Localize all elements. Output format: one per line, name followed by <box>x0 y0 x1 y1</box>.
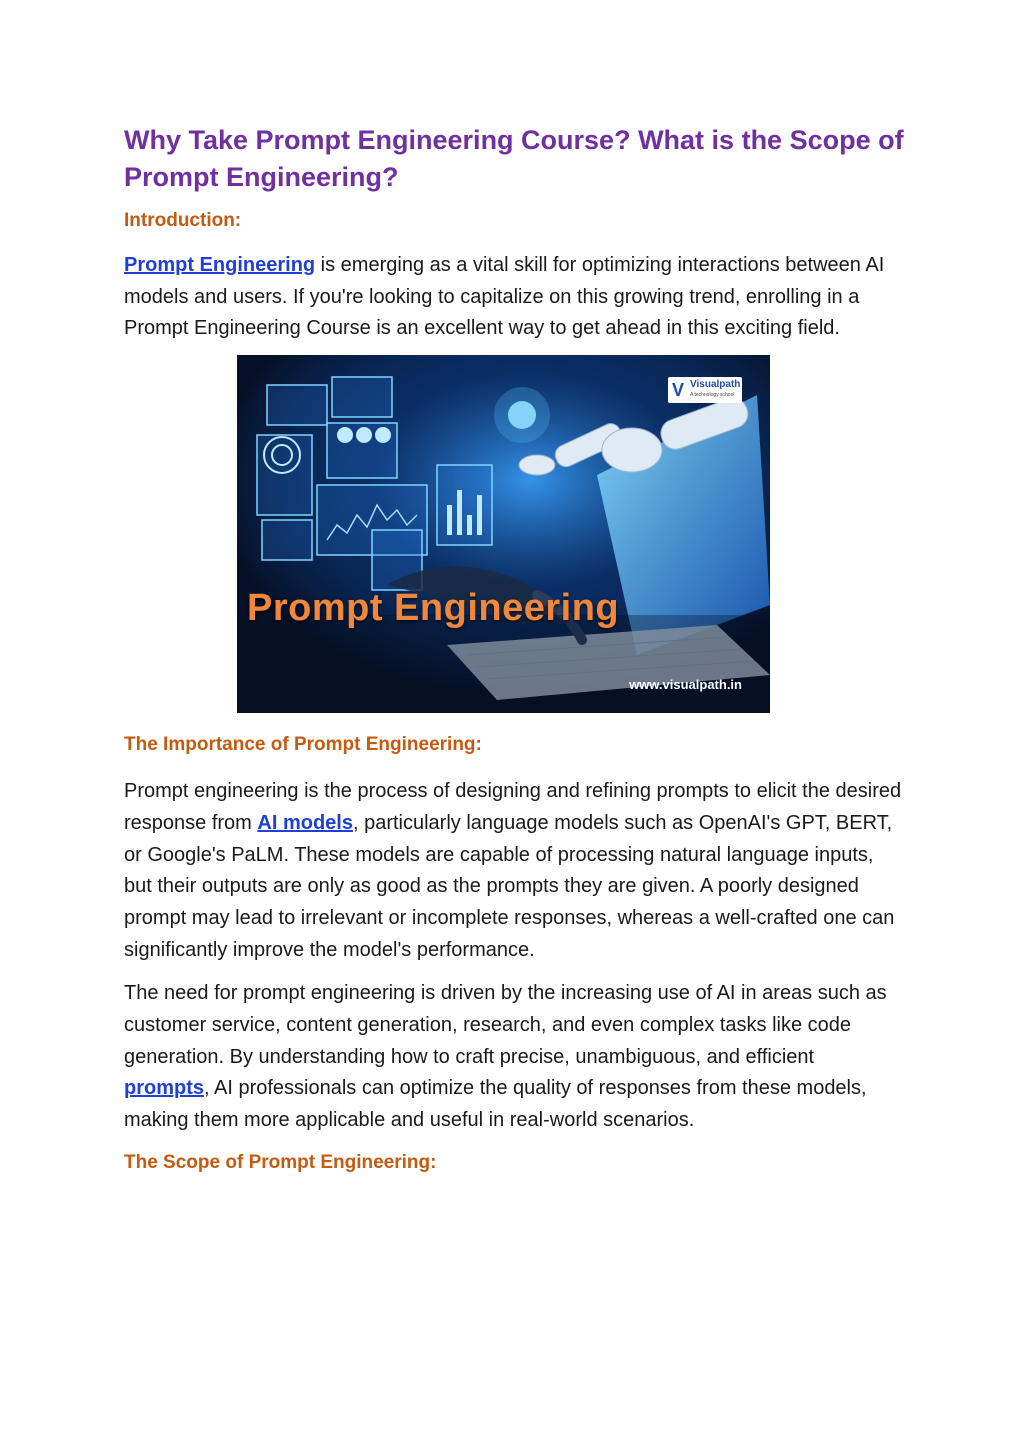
page-title: Why Take Prompt Engineering Course? What is the Scope of Prompt Engineering? <box>124 125 904 192</box>
hero-url: www.visualpath.in <box>629 677 742 693</box>
intro-paragraph <box>124 250 904 345</box>
importance-text-1a: Prompt engineering is the process of designing and refining prompts to elicit the desired response from <box>124 780 902 834</box>
ai-models-link[interactable]: AI models <box>257 811 353 834</box>
scope-heading: The Scope of Prompt Engineering: <box>124 1151 437 1173</box>
hero-title: Prompt Engineering <box>247 587 620 630</box>
importance-text-1b: , particularly language models such as OpenAI's GPT, BERT, or Google's PaLM. These models are capable of processing natural language inputs, but their outputs are only as good as the prompts they are given. A poorly designed prompt may lead to irrelevant or incomplete responses, whereas a well-crafted one can significantly improve the model's performance. <box>124 811 895 961</box>
importance-text-2a: The need for prompt engineering is driven by the increasing use of AI in areas such as customer service, content generation, research, and even complex tasks like code generation. By understanding how to craft precise, unambiguous, and efficient <box>124 982 887 1068</box>
hero-image <box>237 355 770 713</box>
importance-text-2b: , AI professionals can optimize the quality of responses from these models, making them more applicable and useful in real-world scenarios. <box>124 1077 867 1132</box>
logo-tagline: A technology school <box>690 392 735 399</box>
intro-heading: Introduction: <box>124 210 242 231</box>
intro-text: is emerging as a vital skill for optimizing interactions between AI models and users. If you're looking to capitalize on this growing trend, enrolling in a Prompt Engineering Course is an excellent way to get ahead in this exciting field. <box>124 254 885 340</box>
importance-heading: The Importance of Prompt Engineering: <box>124 734 482 756</box>
prompts-link[interactable]: prompts <box>124 1077 204 1100</box>
visualpath-logo <box>668 377 742 403</box>
logo-mark-icon: V <box>672 380 685 401</box>
document-page <box>124 122 904 1194</box>
importance-paragraph-1 <box>124 776 904 966</box>
prompt-engineering-link[interactable]: Prompt Engineering <box>124 254 316 276</box>
hero-illustration <box>237 355 770 713</box>
logo-name: Visualpath <box>690 379 741 391</box>
importance-paragraph-2 <box>124 978 904 1137</box>
